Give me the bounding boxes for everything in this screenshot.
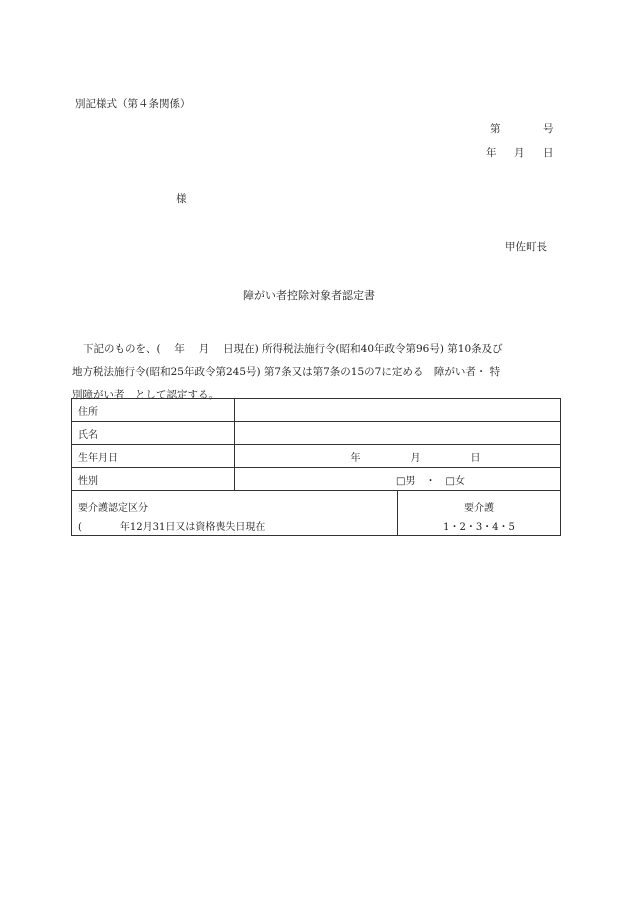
body-line-2: 地方税法施行令(昭和25年政令第245号) 第7条又は第7条の15の7に定める 障がい者・ 特 [72, 366, 501, 378]
certificate-table [71, 398, 561, 536]
table-row-care [72, 491, 561, 536]
birth-month-label: 月 [410, 452, 421, 464]
address-label: 住所 [72, 399, 235, 422]
birthdate-field[interactable] [235, 445, 561, 468]
address-field[interactable] [235, 399, 561, 422]
addressee-suffix: 様 [176, 193, 187, 205]
care-classification-label: 要介護認定区分 [78, 503, 148, 514]
birth-year-label: 年 [350, 452, 361, 464]
page-title: 障がい者控除対象者認定書 [243, 289, 375, 302]
table-row-name [72, 422, 561, 445]
table-row-birthdate [72, 445, 561, 468]
care-date-line: ( 年12月31日又は資格喪失日現在 [78, 522, 266, 533]
table-row-address [72, 399, 561, 422]
form-label: 別記様式（第４条関係） [75, 98, 191, 110]
document-number-prefix: 第 [490, 123, 501, 135]
document-number-suffix: 号 [543, 123, 554, 135]
body-line-1: 下記のものを、( 年 月 日現在) 所得税法施行令(昭和40年政令第96号) 第10条及び [83, 343, 503, 355]
date-year: 年 [486, 147, 497, 159]
care-date-text: 年12月31日又は資格喪失日現在 [119, 522, 266, 533]
birthdate-label: 生年月日 [72, 445, 235, 468]
table-row-sex [72, 468, 561, 491]
name-field[interactable] [235, 422, 561, 445]
name-label: 氏名 [72, 422, 235, 445]
care-classification-cell [72, 491, 398, 536]
care-level-options[interactable]: 1・2・3・4・5 [443, 522, 515, 533]
sex-options[interactable]: □男 ・ □女 [235, 468, 561, 491]
birth-day-label: 日 [470, 452, 481, 464]
body-paragraph [72, 338, 562, 407]
care-level-cell[interactable] [398, 491, 561, 536]
care-level-label: 要介護 [464, 503, 494, 514]
sex-label: 性別 [72, 468, 235, 491]
date-day: 日 [543, 147, 554, 159]
date-month: 月 [514, 147, 525, 159]
issuer-name: 甲佐町長 [505, 241, 547, 253]
body-line-3: 別障がい者 として認定する。 [72, 389, 219, 401]
